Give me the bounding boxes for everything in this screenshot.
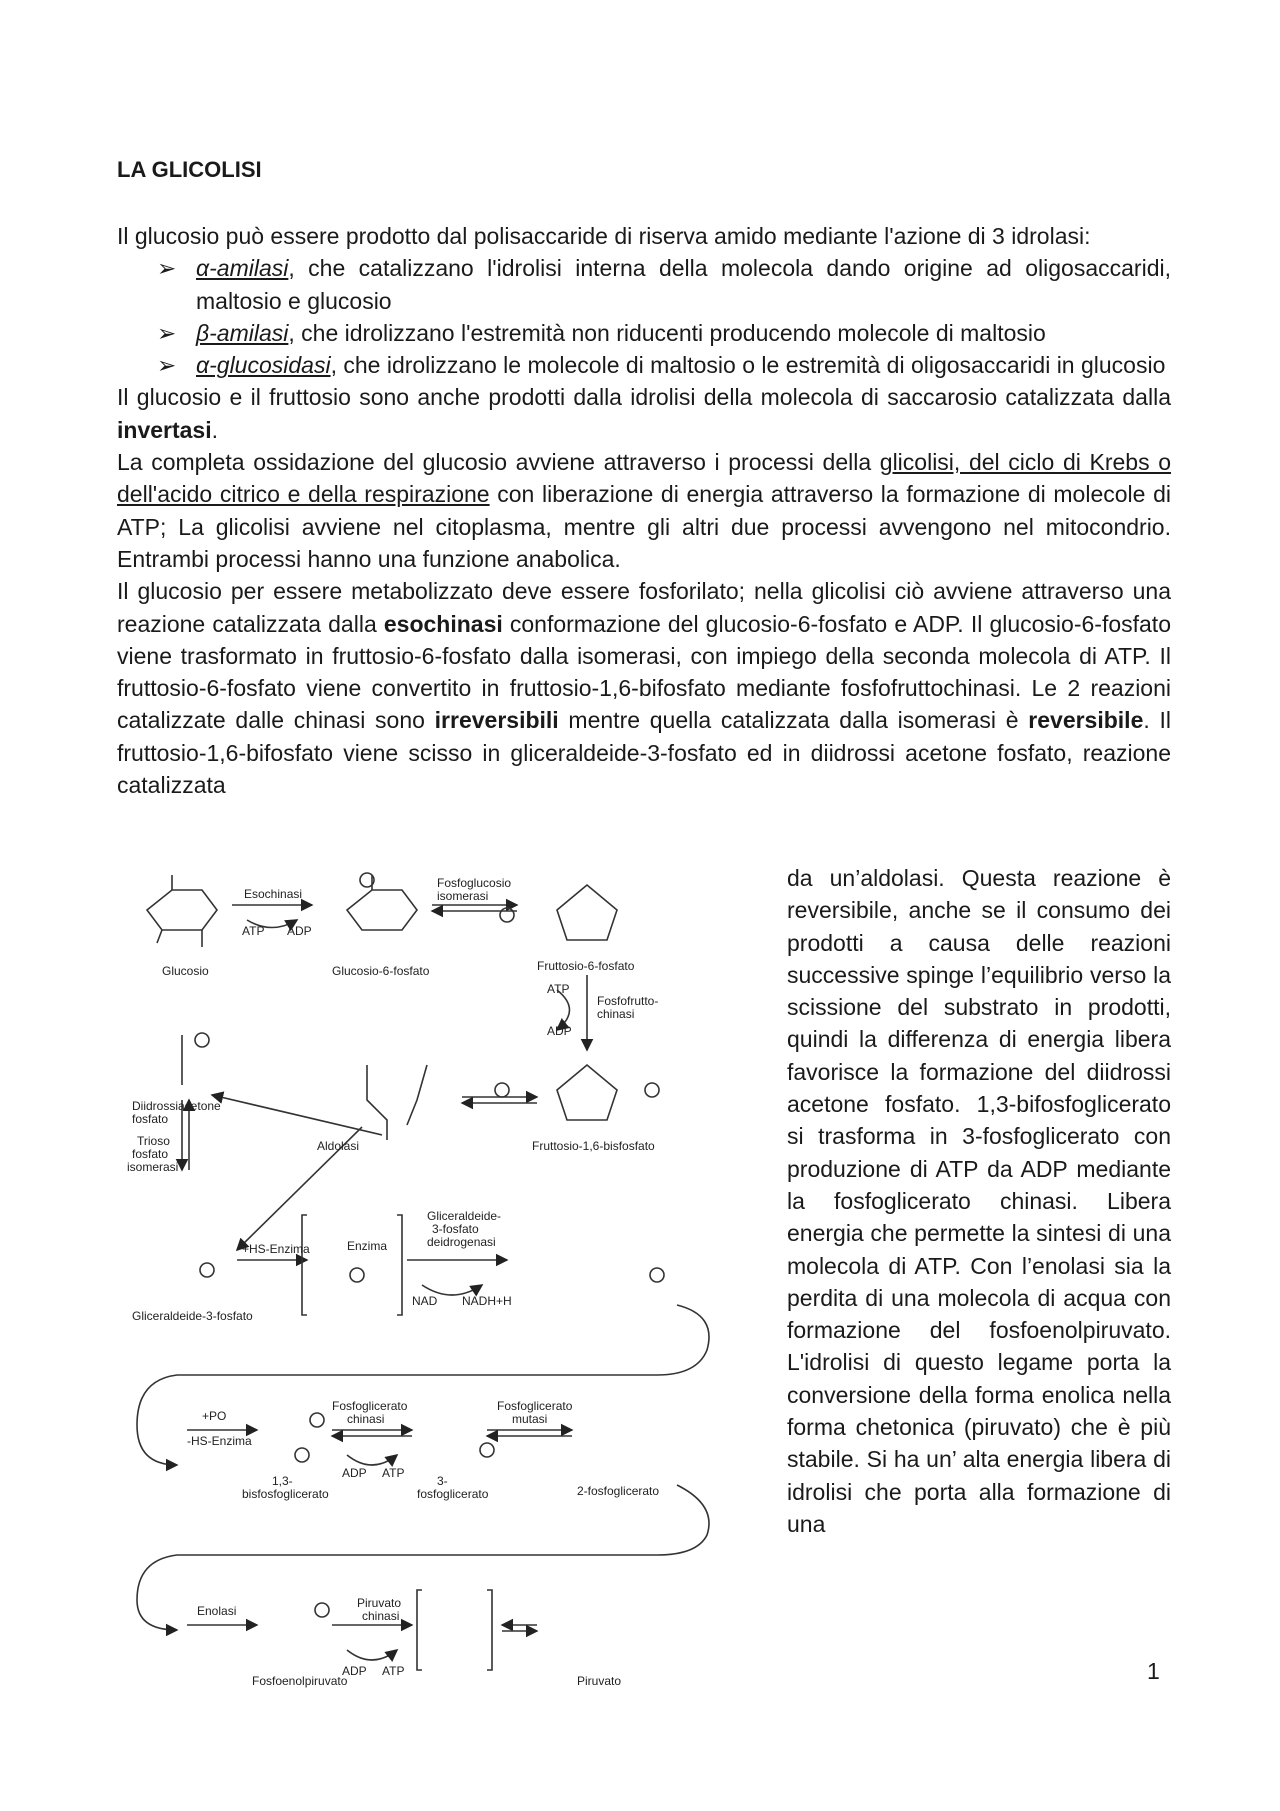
label-nad: NAD xyxy=(412,1294,438,1308)
label-isomerasi-2: isomerasi xyxy=(437,889,489,903)
arrow-bullet-icon: ➢ xyxy=(157,255,177,282)
label-dhap-2: fosfato xyxy=(132,1112,169,1126)
intro-paragraph: Il glucosio può essere prodotto dal polisaccaride di riserva amido mediante l'azione di 3 idrolasi: xyxy=(117,223,1091,249)
label-tpi-1: Trioso xyxy=(137,1134,170,1148)
label-bpg-2: bisfosfoglicerato xyxy=(242,1487,329,1501)
label-f6p: Fruttosio-6-fosfato xyxy=(537,959,635,973)
arrow-bullet-icon: ➢ xyxy=(157,352,177,379)
label-adp-1: ADP xyxy=(287,924,312,938)
arrow-bullet-icon: ➢ xyxy=(157,319,177,346)
label-3pg-2: fosfoglicerato xyxy=(417,1487,489,1501)
f6p-ring xyxy=(557,885,617,940)
label-g6p: Glucosio-6-fosfato xyxy=(332,964,430,978)
label-pgk-1: Fosfoglicerato xyxy=(332,1399,408,1413)
glucose-ring xyxy=(147,890,217,930)
label-pfk-2: chinasi xyxy=(597,1007,635,1021)
label-bpg-1: 1,3- xyxy=(272,1474,293,1488)
document-page xyxy=(117,0,1171,1811)
page-number: 1 xyxy=(1147,1658,1160,1684)
label-hs-enzima-minus: -HS-Enzima xyxy=(187,1434,252,1448)
label-tpi-2: fosfato xyxy=(132,1147,169,1161)
enzyme-name: α-amilasi xyxy=(196,255,289,282)
label-atp-2: ATP xyxy=(547,982,570,996)
label-atp-3: ATP xyxy=(382,1466,405,1480)
label-piruvato: Piruvato xyxy=(577,1674,622,1688)
label-adp-2: ADP xyxy=(547,1024,572,1038)
label-f16bp: Fruttosio-1,6-bisfosfato xyxy=(532,1139,655,1153)
label-pgk-2: chinasi xyxy=(347,1412,385,1426)
diagram-labels xyxy=(127,876,659,1688)
label-gapdh-1: Gliceraldeide- xyxy=(427,1209,502,1223)
label-isomerasi-1: Fosfoglucosio xyxy=(437,876,512,890)
label-glucosio: Glucosio xyxy=(162,964,209,978)
label-gapdh-2: 3-fosfato xyxy=(432,1222,479,1236)
g6p-ring xyxy=(347,890,417,930)
label-adp-3: ADP xyxy=(342,1466,367,1480)
bullet-item: ➢ α-amilasi, che catalizzano l'idrolisi interna della molecola dando origine ad oligosaccaridi, maltosio e glucosio xyxy=(117,252,1171,317)
label-pgm-1: Fosfoglicerato xyxy=(497,1399,573,1413)
label-atp-1: ATP xyxy=(242,924,265,938)
label-dhap-1: Diidrossiacetone xyxy=(132,1099,221,1113)
label-tpi-3: isomerasi xyxy=(127,1160,179,1174)
label-pk-1: Piruvato xyxy=(357,1596,402,1610)
label-pgm-2: mutasi xyxy=(512,1412,548,1426)
label-aldolasi: Aldolasi xyxy=(317,1139,360,1153)
label-3pg-1: 3- xyxy=(437,1474,448,1488)
label-nadh: NADH+H xyxy=(462,1294,512,1308)
enzyme-name: β-amilasi xyxy=(196,319,289,346)
label-enzima: Enzima xyxy=(347,1239,388,1253)
glycolysis-pathway-diagram xyxy=(117,865,777,1735)
paragraph-fosforilazione: Il glucosio per essere metabolizzato deve essere fosforilato; nella glicolisi ciò avviene attraverso una reazione catalizzata dalla esochinasi conformazione del glucosio-6-fosfato e ADP. Il glucosio-6-fosfato viene trasformato in fruttosio-6-fosfato dalla isomerasi, con impiego della seconda molecola di ATP. Il fruttosio-6-fosfato viene convertito in fruttosio-1,6-bifosfato mediante fosfofruttochinasi. Le 2 reazioni catalizzate dalle chinasi sono irreversibili mentre quella catalizzata dalla isomerasi è reversibile. Il fruttosio-1,6-bifosfato viene scisso in gliceraldeide-3-fosfato ed in diidrossi acetone fosfato, reazione catalizzata xyxy=(117,578,1171,799)
page-title: LA GLICOLISI xyxy=(117,157,262,182)
open-chain xyxy=(367,1065,387,1140)
label-enolasi: Enolasi xyxy=(197,1604,237,1618)
body-text xyxy=(117,220,1171,801)
label-po4: +PO xyxy=(202,1409,227,1423)
label-esochinasi: Esochinasi xyxy=(244,887,303,901)
label-adp-4: ADP xyxy=(342,1664,367,1678)
paragraph-ossidazione: La completa ossidazione del glucosio avviene attraverso i processi della glicolisi, del ciclo di Krebs o dell'acido citrico e della respirazione con liberazione di energia attraverso la formazione di molecole di ATP; La glicolisi avviene nel citoplasma, mentre gli altri due processi avvengono nel mitocondrio. Entrambi processi hanno una funzione anabolica. xyxy=(117,449,1172,572)
label-atp-4: ATP xyxy=(382,1664,405,1678)
enzyme-name: α-glucosidasi xyxy=(196,352,331,379)
label-pep: Fosfoenolpiruvato xyxy=(252,1674,348,1688)
label-gapdh-3: deidrogenasi xyxy=(427,1235,496,1249)
paragraph-invertasi: Il glucosio e il fruttosio sono anche prodotti dalla idrolisi della molecola di saccarosio catalizzata dalla invertasi. xyxy=(117,384,1171,443)
bullet-item: ➢ α-glucosidasi, che idrolizzano le molecole di maltosio o le estremità di oligosaccaridi in glucosio xyxy=(117,349,1171,381)
label-hs-enzima: +HS-Enzima xyxy=(242,1242,310,1256)
bullet-item: ➢ β-amilasi, che idrolizzano l'estremità non riducenti producendo molecole di maltosio xyxy=(117,317,1171,349)
label-pk-2: chinasi xyxy=(362,1609,400,1623)
label-pfk-1: Fosfofrutto- xyxy=(597,994,659,1008)
f16bp-ring xyxy=(557,1065,617,1120)
side-column-text: da un’aldolasi. Questa reazione è reversibile, anche se il consumo dei prodotti a causa delle reazioni successive spinge l’equilibrio verso la scissione del substrato in prodotti, quindi la differenza di energia libera favorisce la formazione del diidrossi acetone fosfato. 1,3-bifosfoglicerato si trasforma in 3-fosfoglicerato con produzione di ATP da ADP mediante la fosfoglicerato chinasi. Libera energia che permette la sintesi di una molecola di ATP. Con l’enolasi sia la perdita di una molecola di acqua con formazione del fosfoenolpiruvato. L'idrolisi di questo legame porta la conversione della forma enolica nella forma chetonica (piruvato) che è più stabile. Si ha un’ alta energia libera di idrolisi che porta alla formazione di una xyxy=(787,865,1171,1537)
label-2pg: 2-fosfoglicerato xyxy=(577,1484,660,1498)
pathway-svg xyxy=(117,865,777,1735)
label-g3p: Gliceraldeide-3-fosfato xyxy=(132,1309,253,1323)
